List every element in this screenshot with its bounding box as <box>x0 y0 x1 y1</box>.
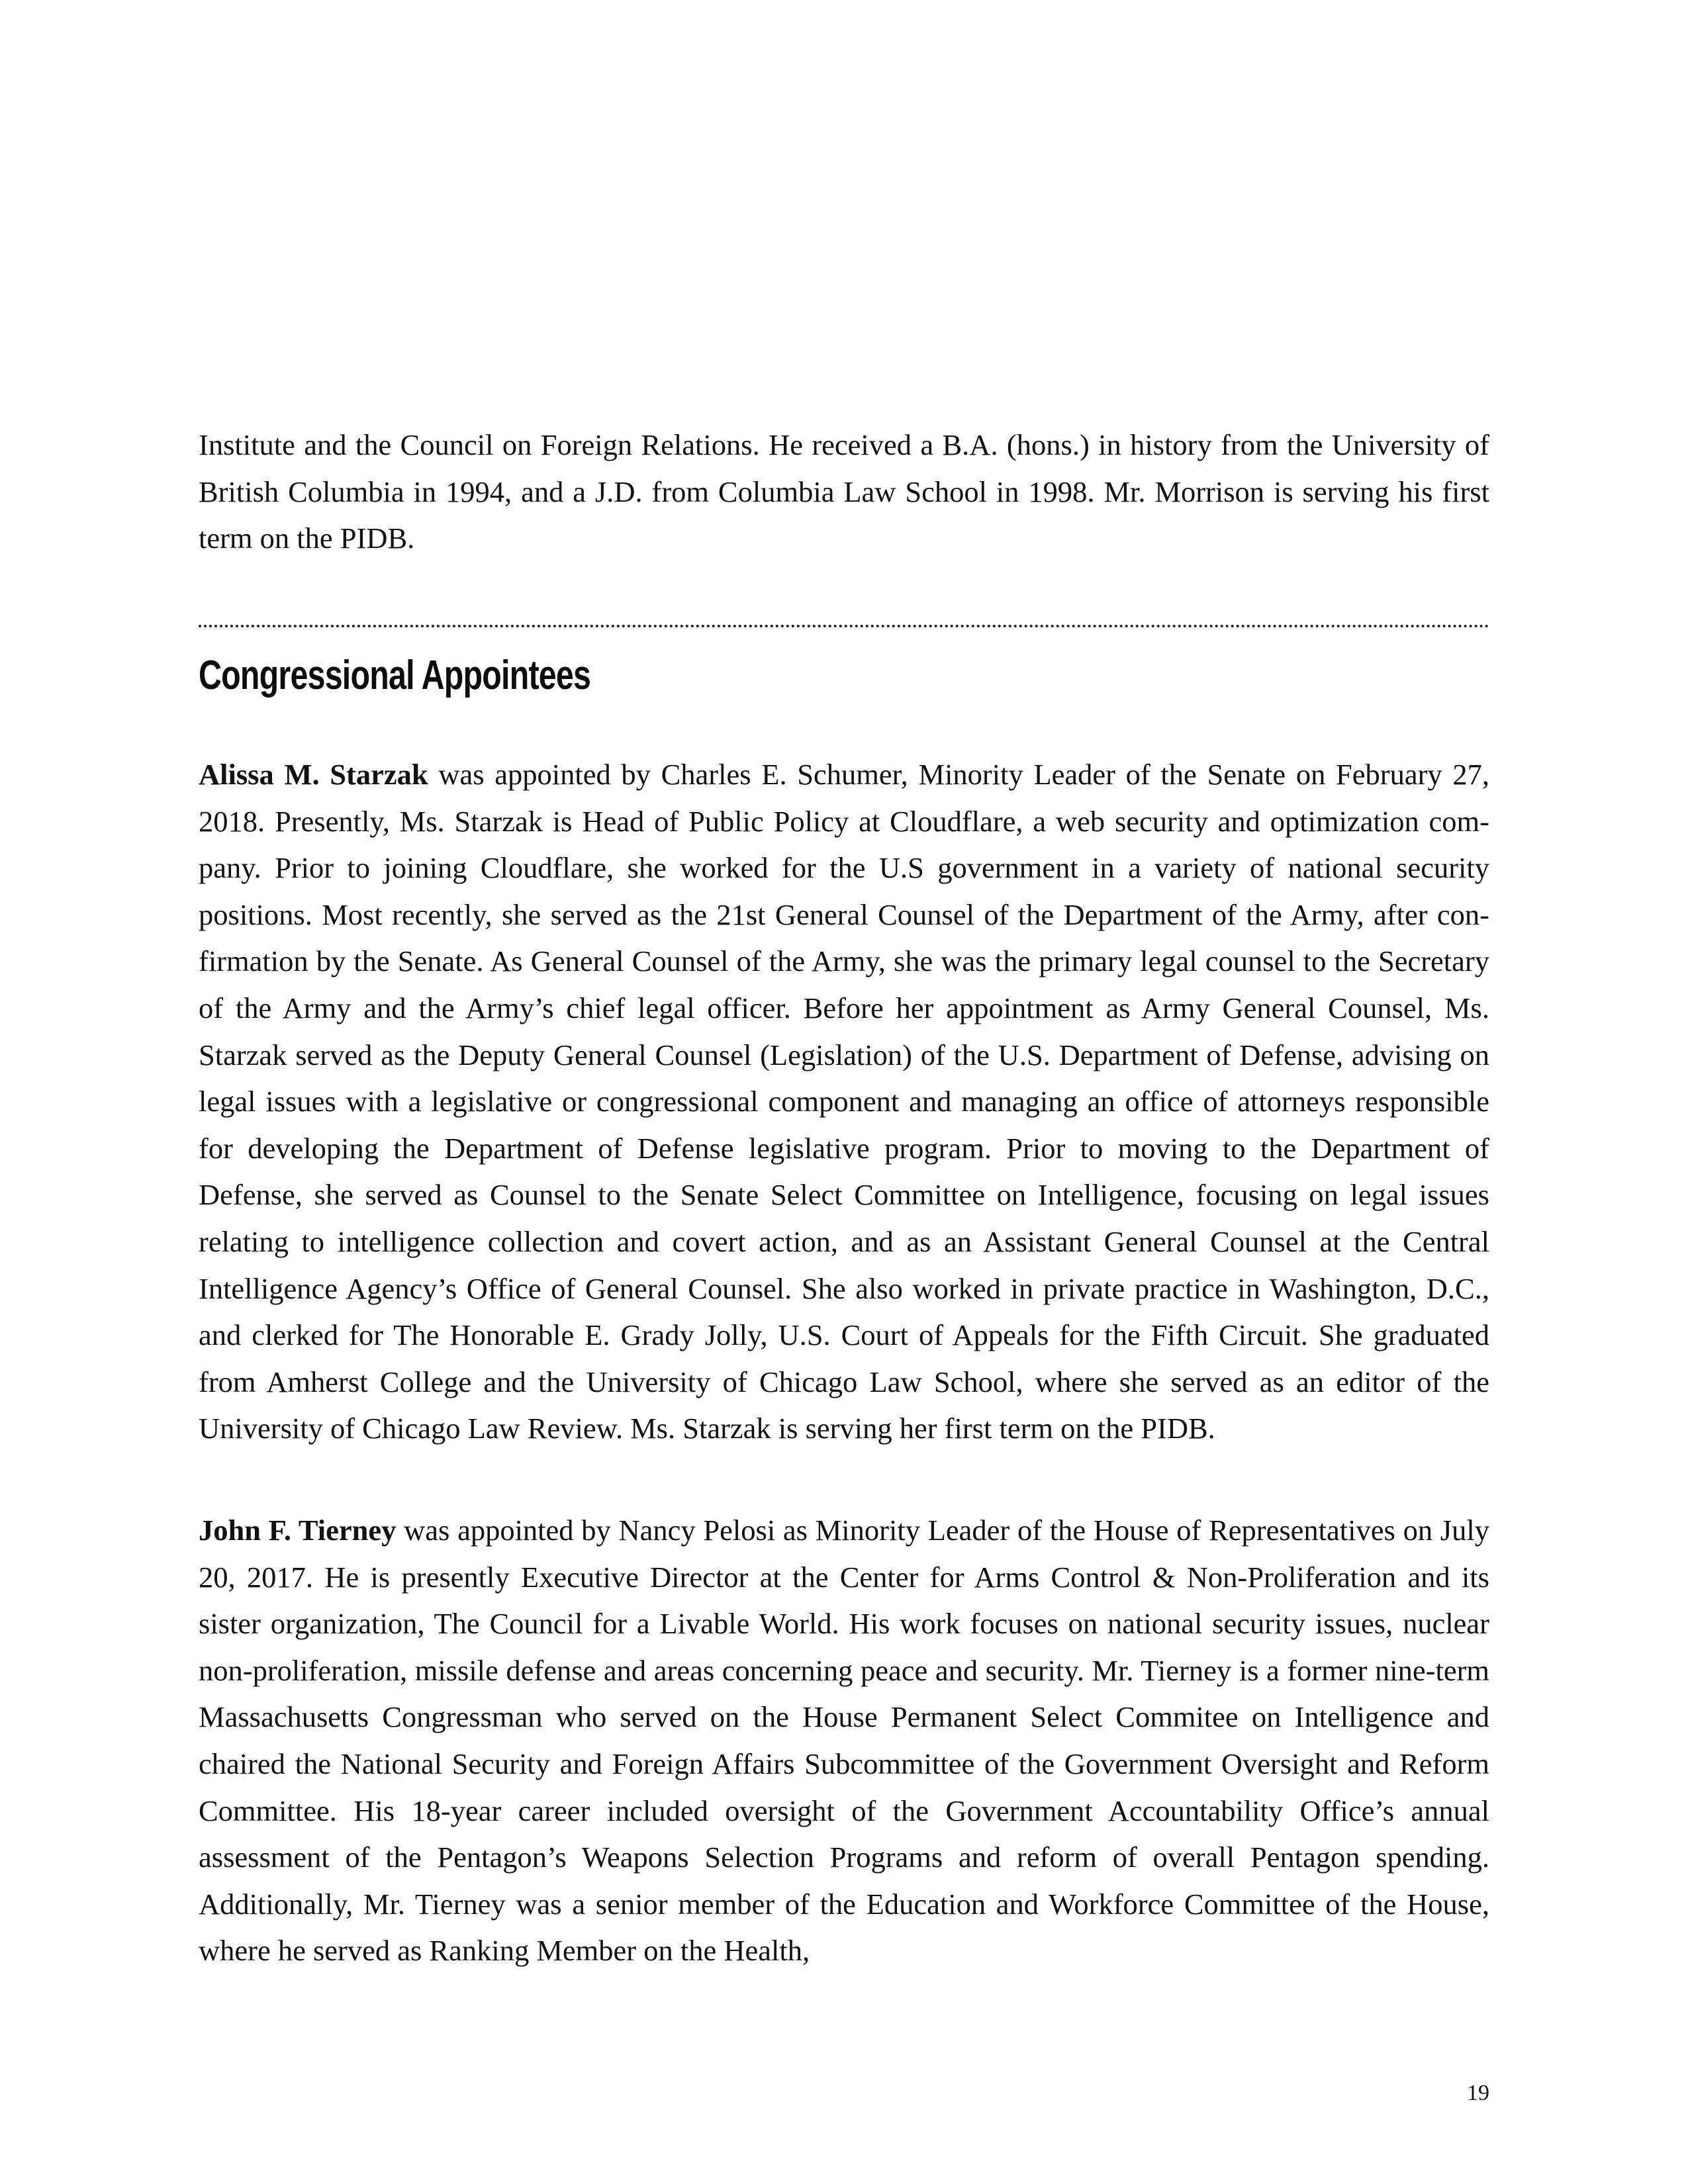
bio-paragraph <box>199 1507 1489 1974</box>
dotted-section-divider <box>199 625 1489 627</box>
appointee-name: John F. Tierney <box>199 1514 397 1547</box>
section-heading: Congressional Appointees <box>199 653 591 698</box>
document-page <box>199 0 1489 2184</box>
appointee-name: Alissa M. Starzak <box>199 758 428 791</box>
bio-text: was appointed by Charles E. Schumer, Minority Leader of the Senate on February 27, 2018. Presently, Ms. Starzak is Head of Public Policy at Cloudflare, a web security and optimization company. Prior to joining Cloudflare, she worked for the U.S government in a variety of national security positions. Most recently, she served as the 21st General Counsel of the Department of the Army, after confirmation by the Senate. As General Counsel of the Army, she was the primary legal counsel to the Secretary of the Army and the Army’s chief legal officer. Before her appointment as Army General Counsel, Ms. Starzak served as the Deputy General Counsel (Legislation) of the U.S. Department of Defense, advising on legal issues with a legislative or congressional component and managing an office of attorneys responsible for developing the Department of Defense legislative program. Prior to moving to the Department of Defense, she served as Counsel to the Senate Select Committee on Intelligence, focusing on legal issues relating to intelligence collection and covert action, and as an Assistant General Counsel at the Central Intelligence Agency’s Office of General Counsel. She also worked in private practice in Washington, D.C., and clerked for The Honorable E. Grady Jolly, U.S. Court of Appeals for the Fifth Circuit. She graduated from Amherst College and the University of Chicago Law School, where she served as an editor of the University of Chicago Law Review. Ms. Starzak is serving her first term on the PIDB. <box>199 758 1489 1445</box>
page-number: 19 <box>1467 2081 1489 2105</box>
carryover-paragraph: Institute and the Council on Foreign Relations. He received a B.A. (hons.) in history from the University of British Columbia in 1994, and a J.D. from Columbia Law School in 1998. Mr. Morrison is serving his first term on the PIDB. <box>199 428 1489 555</box>
bio-text: was appointed by Nancy Pelosi as Minority Leader of the House of Representatives on July 20, 2017. He is presently Executive Director at the Center for Arms Control & Non-Proliferation and its sister organization, The Council for a Livable World. His work focuses on national security issues, nuclear non-proliferation, missile defense and areas concerning peace and security. Mr. Tierney is a former nine-term Massachusetts Congressman who served on the House Permanent Select Commitee on Intelligence and chaired the National Security and Foreign Affairs Subcommittee of the Government Oversight and Reform Committee. His 18-year career included oversight of the Government Accountability Office’s annual assessment of the Pentagon’s Weapons Selection Programs and reform of overall Pentagon spending. Additionally, Mr. Tierney was a senior member of the Education and Workforce Committee of the House, where he served as Ranking Member on the Health, <box>199 1514 1489 1968</box>
bio-paragraph <box>199 751 1489 1452</box>
